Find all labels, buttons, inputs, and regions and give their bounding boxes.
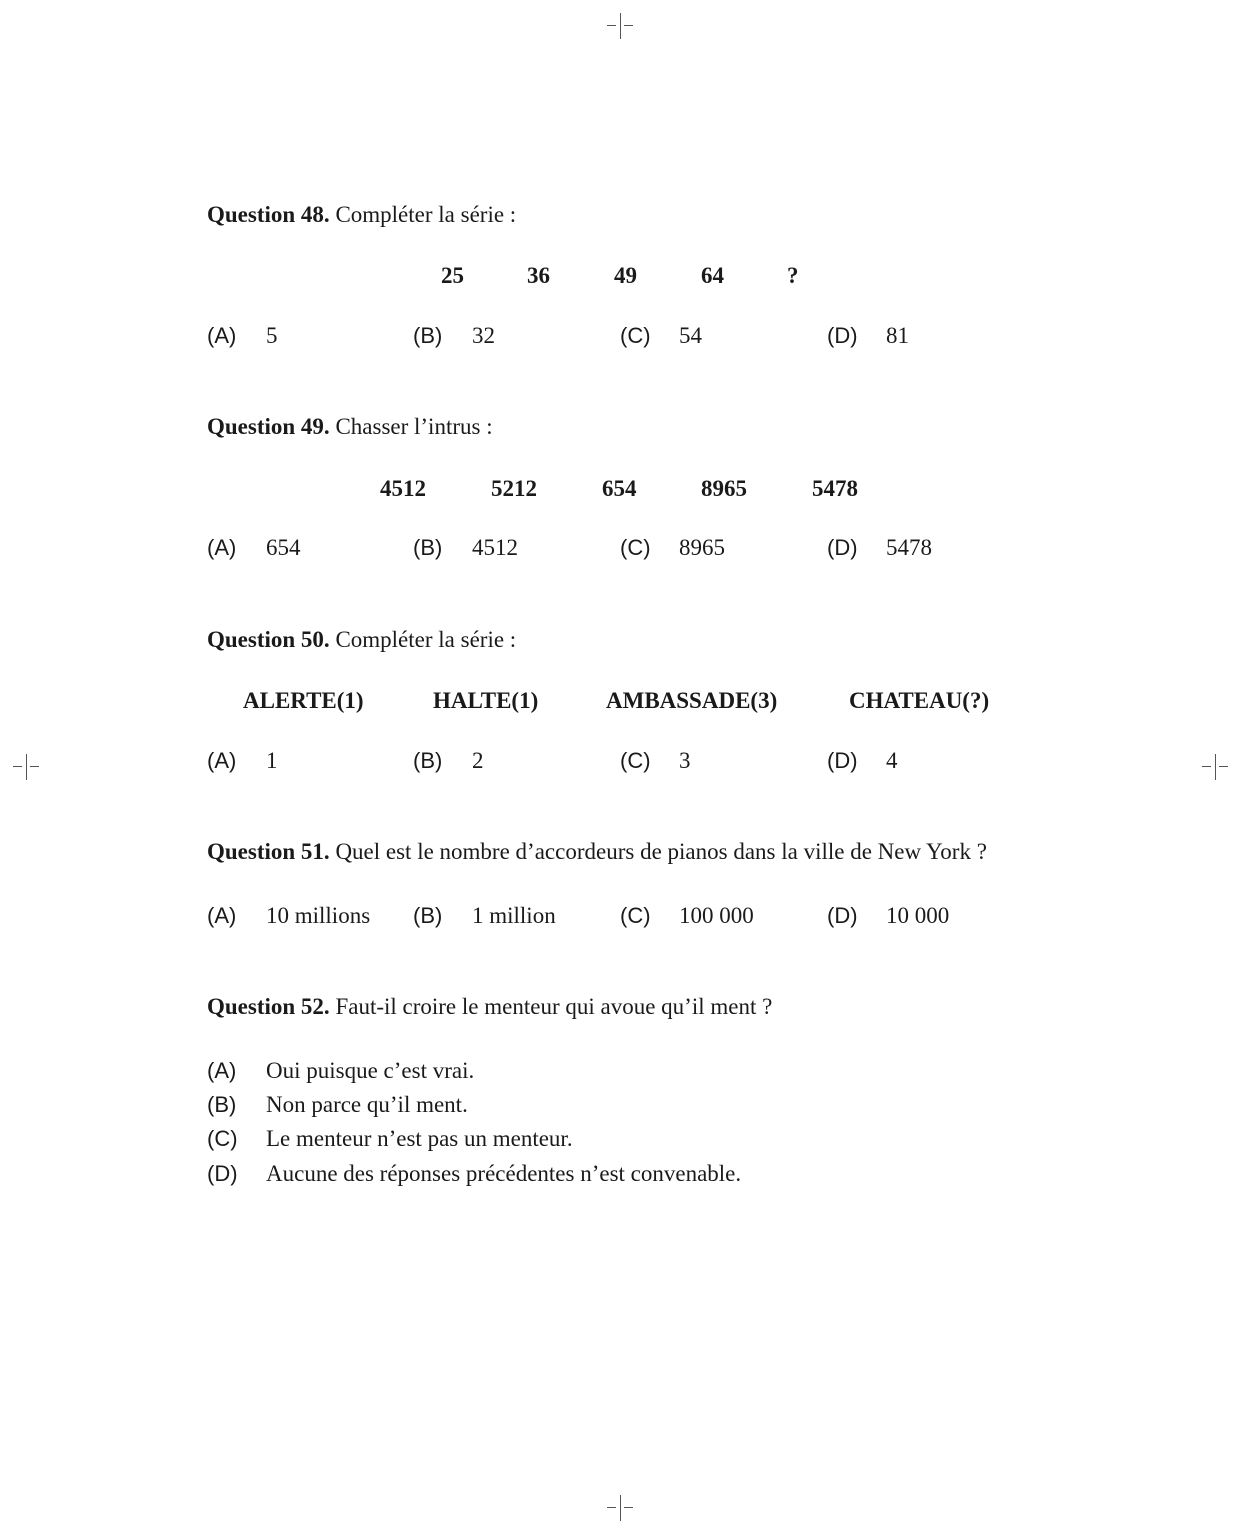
option-a-value[interactable]: 1 <box>266 748 278 773</box>
sequence-item: ALERTE(1) <box>243 688 364 713</box>
sequence-item: CHATEAU(?) <box>849 688 990 713</box>
crop-mark-left <box>13 754 39 780</box>
question-text: Compléter la série : <box>335 202 517 227</box>
option-c-letter: (C) <box>620 748 651 773</box>
option-b-value[interactable]: Non parce qu’il ment. <box>266 1092 468 1117</box>
question-label: Question 52. <box>207 994 330 1019</box>
option-c-letter: (C) <box>620 323 651 348</box>
option-a-letter: (A) <box>207 903 237 928</box>
option-b-value[interactable]: 2 <box>472 748 484 773</box>
sequence-item: 5212 <box>491 476 537 501</box>
sequence-item: AMBASSADE(3) <box>606 688 778 713</box>
question-text: Faut-il croire le menteur qui avoue qu’il ment ? <box>335 994 773 1019</box>
option-a-value[interactable]: 5 <box>266 323 278 348</box>
option-d-value[interactable]: 4 <box>886 748 898 773</box>
option-d-value[interactable]: 5478 <box>886 535 932 560</box>
option-c-value[interactable]: 100 000 <box>679 903 754 928</box>
sequence-item: HALTE(1) <box>433 688 539 713</box>
option-a-letter: (A) <box>207 323 237 348</box>
question-label: Question 48. <box>207 202 330 227</box>
option-a-value[interactable]: Oui puisque c’est vrai. <box>266 1058 475 1083</box>
option-c-value[interactable]: Le menteur n’est pas un menteur. <box>266 1126 573 1151</box>
option-c-value[interactable]: 8965 <box>679 535 725 560</box>
option-c-letter: (C) <box>207 1126 238 1151</box>
question-50-title <box>207 626 516 654</box>
option-c-letter: (C) <box>620 535 651 560</box>
option-d-value[interactable]: Aucune des réponses précédentes n’est convenable. <box>266 1161 742 1186</box>
option-c-letter: (C) <box>620 903 651 928</box>
option-b-value[interactable]: 1 million <box>472 903 556 928</box>
crop-mark-bottom <box>607 1495 633 1521</box>
option-c-value[interactable]: 54 <box>679 323 702 348</box>
option-d-letter: (D) <box>827 748 858 773</box>
option-d-value[interactable]: 81 <box>886 323 909 348</box>
question-label: Question 49. <box>207 414 330 439</box>
option-b-letter: (B) <box>413 748 443 773</box>
question-49-title <box>207 413 493 441</box>
sequence-item: 654 <box>602 476 637 501</box>
sequence-item: 49 <box>614 263 637 288</box>
option-b-letter: (B) <box>207 1092 237 1117</box>
option-d-letter: (D) <box>207 1161 238 1186</box>
question-48-title <box>207 201 516 229</box>
option-a-letter: (A) <box>207 1058 237 1083</box>
sequence-item: 25 <box>441 263 464 288</box>
crop-mark-right <box>1202 754 1228 780</box>
option-d-value[interactable]: 10 000 <box>886 903 950 928</box>
option-a-value[interactable]: 10 millions <box>266 903 371 928</box>
option-d-letter: (D) <box>827 903 858 928</box>
question-label: Question 51. <box>207 839 330 864</box>
sequence-item: 36 <box>527 263 550 288</box>
option-b-letter: (B) <box>413 323 443 348</box>
option-c-value[interactable]: 3 <box>679 748 691 773</box>
question-52-title <box>207 993 772 1021</box>
sequence-item: 64 <box>701 263 724 288</box>
option-a-letter: (A) <box>207 535 237 560</box>
option-d-letter: (D) <box>827 535 858 560</box>
question-51-title <box>207 838 987 866</box>
question-text: Chasser l’intrus : <box>335 414 493 439</box>
sequence-item: ? <box>787 263 799 288</box>
crop-mark-top <box>607 13 633 39</box>
sequence-item: 4512 <box>380 476 426 501</box>
question-label: Question 50. <box>207 627 330 652</box>
sequence-item: 5478 <box>812 476 858 501</box>
option-a-letter: (A) <box>207 748 237 773</box>
option-b-value[interactable]: 4512 <box>472 535 518 560</box>
option-a-value[interactable]: 654 <box>266 535 301 560</box>
option-b-letter: (B) <box>413 903 443 928</box>
question-text: Compléter la série : <box>335 627 517 652</box>
sequence-item: 8965 <box>701 476 747 501</box>
option-d-letter: (D) <box>827 323 858 348</box>
option-b-value[interactable]: 32 <box>472 323 495 348</box>
option-b-letter: (B) <box>413 535 443 560</box>
question-text: Quel est le nombre d’accordeurs de pianos dans la ville de New York ? <box>335 839 987 864</box>
